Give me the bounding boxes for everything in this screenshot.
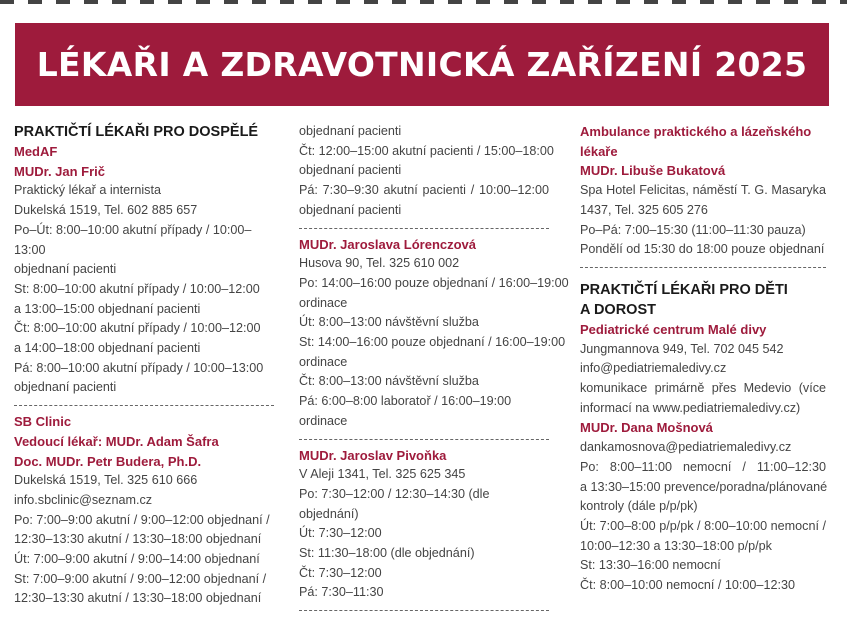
info-line: Pá: 8:00–10:00 akutní případy / 10:00–13:00	[14, 360, 264, 375]
info-line: St: 8:00–10:00 akutní případy / 10:00–12:00	[14, 281, 260, 296]
info-line: Jungmannova 949, Tel. 702 045 542	[580, 341, 784, 356]
info-line: St: 11:30–18:00 (dle objednání)	[299, 546, 475, 561]
info-line: Po–Út: 8:00–10:00 akutní případy / 10:00–13:00	[14, 222, 252, 257]
info-line: Út: 7:00–9:00 akutní / 9:00–14:00 objednaní	[14, 552, 260, 567]
clinic-name-ambulance: Ambulance praktického a lázeňského	[580, 124, 812, 139]
info-line: Čt: 8:00–13:00 návštěvní služba	[299, 374, 479, 389]
entry-divider	[14, 405, 274, 406]
info-line: objednaní pacienti	[14, 262, 117, 277]
doctor-name-pivonka: MUDr. Jaroslav Pivoňka	[299, 447, 447, 463]
info-line: Po: 7:30–12:00 / 12:30–14:30 (dle objednání)	[299, 486, 490, 521]
entry-divider	[299, 610, 549, 611]
section-title-adults: PRAKTIČTÍ LÉKAŘI PRO DOSPĚLÉ	[14, 124, 259, 140]
info-line: 12:30–13:30 akutní / 13:30–18:00 objednaní	[14, 591, 262, 606]
page-banner	[15, 23, 829, 106]
top-dashed-border	[0, 0, 847, 4]
clinic-name-ambulance-cont: lékaře	[580, 143, 618, 159]
info-line: 12:30–13:30 akutní / 13:30–18:00 objednaní	[14, 532, 262, 547]
page-title: LÉKAŘI A ZDRAVOTNICKÁ ZAŘÍZENÍ 2025	[36, 45, 808, 84]
info-line: Pá: 7:30–11:30	[299, 585, 384, 600]
info-line: Dukelská 1519, Tel. 602 885 657	[14, 203, 198, 218]
info-line: Po–Pá: 7:00–15:30 (11:00–11:30 pauza)	[580, 222, 806, 237]
info-line: a 13:30–15:00 prevence/poradna/plánované	[580, 479, 828, 494]
info-line: komunikace primárně přes Medevio (více	[580, 381, 826, 396]
info-line: Pá: 7:30–9:30 akutní pacienti / 10:00–12:00	[299, 183, 549, 198]
info-line: Po: 7:00–9:00 akutní / 9:00–12:00 objednaní /	[14, 512, 270, 527]
entry-divider	[299, 439, 549, 440]
info-line: Po: 8:00–11:00 nemocní / 11:00–12:30	[580, 459, 826, 474]
info-line: Út: 7:00–8:00 p/p/pk / 8:00–10:00 nemocní /	[580, 518, 826, 533]
info-line: objednaní pacienti	[14, 380, 117, 395]
section-title-children-cont: A DOROST	[580, 301, 656, 318]
entry-divider	[580, 267, 826, 268]
clinic-name-sbclinic: SB Clinic	[14, 414, 72, 430]
info-line: Spa Hotel Felicitas, náměstí T. G. Masaryka	[580, 183, 826, 198]
info-line: Po: 14:00–16:00 pouze objednaní / 16:00–19:00	[299, 275, 569, 290]
clinic-name-pediatric: Pediatrické centrum Malé divy	[580, 321, 767, 337]
clinic-name-medaf: MedAF	[14, 144, 58, 159]
info-line: 10:00–12:30 a 13:30–18:00 p/p/pk	[580, 538, 772, 553]
info-line: objednaní pacienti	[299, 163, 402, 178]
info-line: Čt: 8:00–10:00 akutní případy / 10:00–12:00	[14, 321, 261, 336]
info-line: Dukelská 1519, Tel. 325 610 666	[14, 473, 198, 488]
doctor-name-safra: Vedoucí lékař: MUDr. Adam Šafra	[14, 433, 219, 449]
email-line: info.sbclinic@seznam.cz	[14, 492, 153, 507]
info-line: Út: 8:00–13:00 návštěvní služba	[299, 315, 479, 330]
entry-divider	[299, 228, 549, 229]
info-line: kontroly (dále p/p/pk)	[580, 499, 698, 514]
info-line: objednaní pacienti	[299, 124, 402, 138]
doctor-name-fric: MUDr. Jan Frič	[14, 163, 106, 179]
info-line: Čt: 7:30–12:00	[299, 565, 382, 580]
info-line: Praktický lékař a internista	[14, 183, 161, 198]
column-2	[299, 122, 569, 617]
info-line: ordinace	[299, 295, 348, 310]
info-line: Pá: 6:00–8:00 laboratoř / 16:00–19:00 ordinace	[299, 394, 512, 428]
info-line: Čt: 8:00–10:00 nemocní / 10:00–12:30	[580, 578, 795, 593]
info-line: V Aleji 1341, Tel. 325 625 345	[299, 467, 466, 482]
doctor-name-mosnova: MUDr. Dana Mošnová	[580, 420, 713, 436]
info-line: St: 14:00–16:00 pouze objednaní / 16:00–19:00	[299, 335, 566, 350]
email-line: info@pediatriemaledivy.cz	[580, 361, 727, 376]
info-line: Pondělí od 15:30 do 18:00 pouze objednaní	[580, 242, 825, 257]
column-3	[580, 122, 826, 596]
info-line: informací na www.pediatriemaledivy.cz)	[580, 400, 801, 415]
info-line: objednaní pacienti	[299, 202, 402, 217]
doctor-name-lorenczova: MUDr. Jaroslava Lórenczová	[299, 236, 477, 252]
info-line: 1437, Tel. 325 605 276	[580, 202, 708, 217]
info-line: a 13:00–15:00 objednaní pacienti	[14, 301, 201, 316]
info-line: ordinace	[299, 354, 348, 369]
info-line: St: 13:30–16:00 nemocní	[580, 558, 721, 573]
info-line: Út: 7:30–12:00	[299, 526, 382, 541]
info-line: St: 7:00–9:00 akutní / 9:00–12:00 objednaní /	[14, 571, 267, 586]
column-1	[14, 122, 274, 609]
section-title-children: PRAKTIČTÍ LÉKAŘI PRO DĚTI	[580, 281, 788, 298]
info-line: Husova 90, Tel. 325 610 002	[299, 256, 460, 271]
doctor-name-bukatova: MUDr. Libuše Bukatová	[580, 163, 726, 179]
doctor-name-budera: Doc. MUDr. Petr Budera, Ph.D.	[14, 453, 202, 469]
info-line: a 14:00–18:00 objednaní pacienti	[14, 341, 201, 356]
email-line: dankamosnova@pediatriemaledivy.cz	[580, 440, 792, 455]
info-line: Čt: 12:00–15:00 akutní pacienti / 15:00–18:00	[299, 143, 554, 158]
